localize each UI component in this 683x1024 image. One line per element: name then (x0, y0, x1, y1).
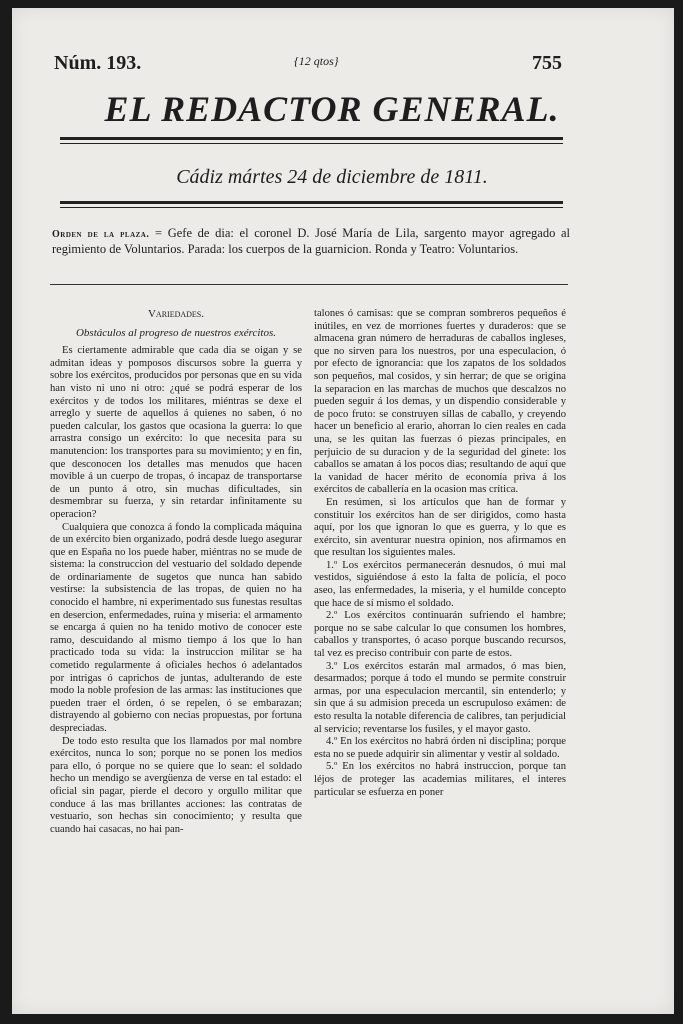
issue-price: {12 qtos} (294, 54, 339, 68)
section-heading: Variedades. (147, 308, 205, 320)
paragraph: 5.º En los exércitos no habrá instruccion, porque tan léjos de proteger las academias militares, el interes particular se esfuerza en poner (314, 761, 566, 798)
paragraph: 3.º Los exércitos estarán mal armados, ó mas bien, desarmados; porque á todo el mundo se permite construir armas, por una especulacion mercantil, sin entenderlo; y sin que á su admision preceda un escrupuloso exámen: de esto resulta la notable diferencia de calibres, tan perjudicial al servicio; reventarse los fusiles, y el mayor gasto. (314, 660, 566, 735)
article-subtitle: Obstáculos al progreso de nuestros exércitos. (75, 326, 276, 339)
left-column (50, 308, 302, 836)
paragraph: Cualquiera que conozca á fondo la complicada máquina de un exército bien organizado, podrá desde luego asegurar que en España no los puede haber, miéntras no se mude de sistema: la construccion del vestuario del soldado depende de ordinariamente de sugetos que nunca han sabido vestirse: la subsistencia de las tropas, de quien no ha conocido el hambre, ni experimentado sus funestas resultas en desercion, enfermedades, ruina y miseria: el armamento se encarga á quien no ha tenido motivo de conocer este ramo, descuidando al mismo tiempo á los que lo han practicado toda su vida: la instruccion militar se ha cometido regularmente á oficiales hechos ó adelantados por intrigas ó caprichos de juntas, adulterando de este modo la noble profesion de las armas: las instituciones que pueden traer el órden, ó se repelen, ó se embarazan; distrayendo al gobierno con necias propuestas, por fortuna despreciadas. (50, 521, 302, 734)
paragraph: 1.º Los exércitos permanecerán desnudos, ó mui mal vestidos, siguiéndose á esto la falta de policía, el poco aseo, las enfermedades, la miseria, y el humilde concepto que hace de sí mismo el soldado. (314, 559, 566, 609)
section-divider (50, 284, 568, 285)
orden-label: Orden de la plaza. (52, 229, 150, 240)
issue-number: Núm. 193. (54, 52, 142, 74)
paragraph: 4.º En los exércitos no habrá órden ni disciplina; porque esta no se puede adquirir sin alimentar y vestir al soldado. (314, 736, 566, 760)
newspaper-page (12, 8, 674, 1014)
orden-de-la-plaza (52, 226, 570, 257)
right-column (314, 308, 566, 799)
paragraph: 2.º Los exércitos continuarán sufriendo el hambre; porque no se sabe calcular lo que consumen los hombres, caballos y transportes, ó acaso porque buscando recursos, tal vez es preciso contribuir con parte de estos. (314, 610, 566, 660)
title-rule (60, 137, 563, 144)
paragraph: De todo esto resulta que los llamados por mal nombre exércitos, nunca lo son; porque no se ponen los medios para ello, ó porque no se quiere que lo sean: el soldado hecho un mendigo se avergüenza de verse en tal estado: el oficial sin pagar, pierde el decoro y orgullo militar que conduce á las mas brillantes acciones: las contratas de vestuario, son hechas sin conocimiento; y resulta que cuando hai casacas, no hai pan- (50, 735, 302, 835)
dateline: Cádiz mártes 24 de diciembre de 1811. (176, 166, 488, 188)
orden-text: = Gefe de dia: el coronel D. José María de Lila, sargento mayor agregado al regimiento de Voluntarios. Parada: los cuerpos de la guarnicion. Ronda y Teatro: Voluntarios. (52, 226, 570, 256)
paragraph: En resúmen, si los artículos que han de formar y constituir los exércitos han de ser dirigidos, como hasta aquí, por los que ignoran lo que es guerra, y lo que es exército, sin aventurar nuestra opinion, nos afirmamos en que resultan los siguientes males. (314, 496, 566, 559)
newspaper-title: EL REDACTOR GENERAL. (104, 89, 560, 129)
dateline-rule (60, 201, 563, 208)
page-number: 755 (532, 52, 562, 74)
paragraph: talones ó camisas: que se compran sombreros pequeños é inútiles, en vez de morriones fuertes y duraderos: que se almacena gran número de herraduras de caballos ingleses, que no sirven para los nuestros, por una especulacion, ó por efecto de ignorancia: que los zapatos de los soldados son pequeños, mal cosidos, y sin herrar; de que se origina la separacion en las marchas de muchos que descalzos no pueden seguir á los demas, y un dispendio considerable y de poco fruto: se construyen sillas de caballo, y creyendo hacer un beneficio al erario, ahorran lo cien reales en cada una, se les quitan las fuerzas ó piezas principales, en perjuicio de su duracion y de la seguridad del ginete: los caballos se amatan á los pocos dias; resultando de aquí que la vanidad de hacer mérito de economía priva á los exércitos de caballería en la ocasion mas crítica. (314, 308, 566, 496)
paragraph: Es ciertamente admirable que cada dia se oigan y se admitan ideas y pomposos discursos sobre la guerra y sobre los exércitos, producidos por personas que en su vida han visto ni uno ni otro: ¿qué se podrá esperar de los exércitos y de todos los militares, miéntras se dexe el arreglo y suerte de aquellos á quienes no saben, ó no pueden calcular, los gastos que ocasiona la guerra: lo que arrastra consigo un exército: lo que necesita para su manutencion: los transportes para su movimiento; y en fin, que desconocen los detalles mas menudos que hacen movible á un cuerpo de tropas, ó incapaz de transportarse de un punto á otro, sin muchas dificultades, sin desmembrar su fuerza, y sin retardar infinitamente su operacion? (50, 345, 302, 520)
